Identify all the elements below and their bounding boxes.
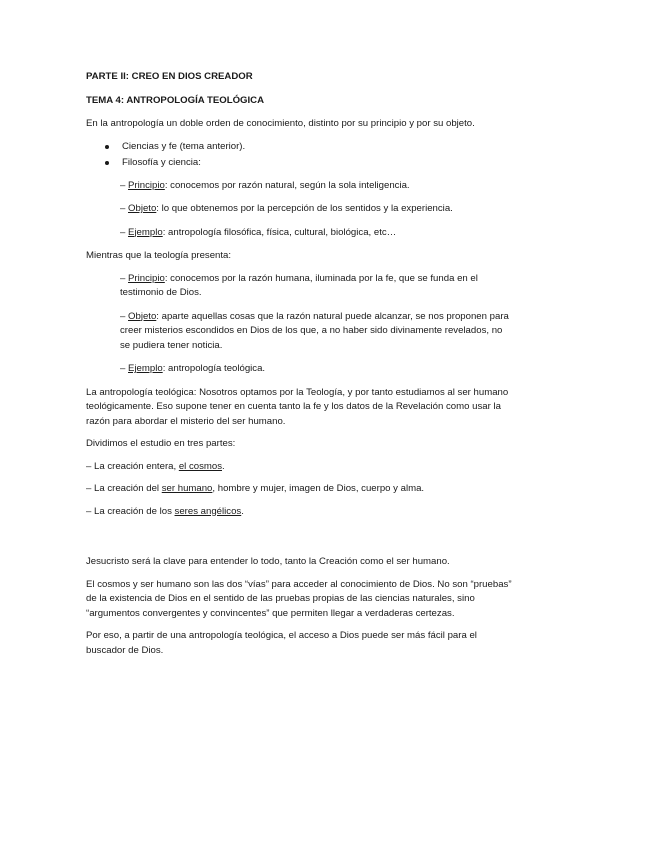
part-suffix: . [222, 460, 225, 472]
part-item-cosmos [86, 460, 515, 475]
anthropology-paragraph: La antropología teológica: Nosotros optamos por la Teología, y por tanto estudiamos al ser humano teológicamente. Eso supone tener en cuenta tanto la fe y los datos de la Revelación como usar la razón para abordar el misterio del ser humano. [86, 386, 509, 427]
part-suffix: . [241, 505, 244, 517]
topic-title: TEMA 4: ANTROPOLOGÍA TEOLÓGICA [86, 94, 265, 106]
objeto-text: : aparte aquellas cosas que la razón natural puede alcanzar, se nos proponen para creer misterios escondidos en Dios de los que, a no haber sido divinamente revelados, no se pudiera tener noticia. [120, 310, 509, 351]
objeto-text: : lo que obtenemos por la percepción de los sentidos y la experiencia. [156, 203, 453, 214]
theology-intro: Mientras que la teología presenta: [86, 250, 232, 261]
ejemplo-label: Ejemplo [128, 363, 163, 374]
ejemplo-label: Ejemplo [128, 226, 163, 238]
bullet-item: Ciencias y fe (tema anterior). [86, 140, 515, 155]
dash: – [120, 363, 129, 374]
theology-objeto [86, 310, 515, 354]
part-underlined: ser humano [161, 483, 213, 494]
closing-paragraph: Jesucristo será la clave para entender lo todo, tanto la Creación como el ser humano. [86, 556, 450, 567]
bullet-item: Filosofía y ciencia: [86, 156, 515, 171]
part-underlined: el cosmos [178, 460, 222, 472]
philosophy-principio [86, 179, 515, 194]
principio-label: Principio [128, 272, 165, 284]
theology-ejemplo [86, 362, 515, 377]
theology-principio [86, 272, 515, 301]
part-underlined: seres angélicos [174, 505, 242, 517]
closing-paragraph: El cosmos y ser humano son las dos “vías” para acceder al conocimiento de Dios. No son “pruebas” de la existencia de Dios en el sentido de las pruebas propias de las ciencias naturales, sino “argumentos convergentes y convincentes” que permiten llegar a verdaderas certezas. [86, 578, 512, 619]
spacer [86, 527, 515, 555]
principio-text: : conocemos por la razón humana, iluminada por la fe, que se funda en el testimonio de Dios. [120, 272, 478, 298]
dash: – [120, 203, 129, 214]
dash: – [120, 179, 129, 191]
part-prefix: – La creación de los [86, 505, 175, 517]
part-item-ser-humano [86, 482, 515, 497]
ejemplo-text: : antropología filosófica, física, cultural, biológica, etc… [162, 226, 397, 238]
principio-text: : conocemos por razón natural, según la sola inteligencia. [164, 179, 410, 191]
division-intro: Dividimos el estudio en tres partes: [86, 438, 236, 449]
bullet-list [86, 140, 515, 171]
part-item-angelicos [86, 505, 515, 520]
philosophy-ejemplo [86, 226, 515, 241]
closing-paragraph: Por eso, a partir de una antropología teológica, el acceso a Dios puede ser más fácil para el buscador de Dios. [86, 630, 477, 656]
dash: – [120, 310, 129, 322]
philosophy-objeto [86, 202, 515, 217]
part-suffix: , hombre y mujer, imagen de Dios, cuerpo y alma. [212, 483, 425, 494]
objeto-label: Objeto [128, 310, 157, 322]
dash: – [120, 272, 129, 284]
principio-label: Principio [128, 179, 165, 191]
part-prefix: – La creación entera, [86, 460, 179, 472]
dash: – [120, 226, 129, 238]
ejemplo-text: : antropología teológica. [162, 363, 266, 374]
part-prefix: – La creación del [86, 483, 162, 494]
part-title: PARTE II: CREO EN DIOS CREADOR [86, 71, 253, 82]
intro-paragraph: En la antropología un doble orden de conocimiento, distinto por su principio y por su objeto. [86, 118, 475, 129]
objeto-label: Objeto [128, 203, 157, 214]
